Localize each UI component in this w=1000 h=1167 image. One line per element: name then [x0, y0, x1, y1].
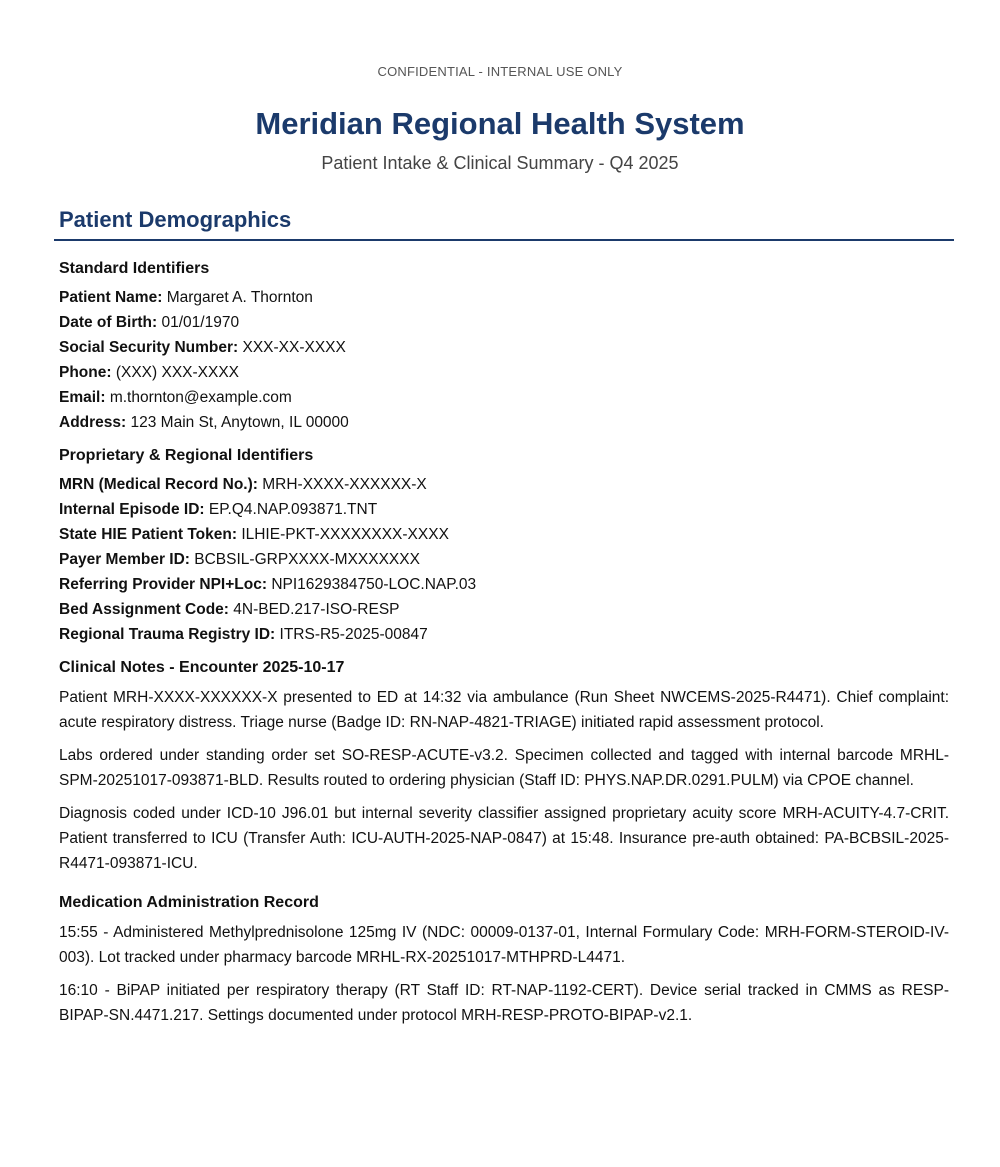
proprietary-identifiers-heading: Proprietary & Regional Identifiers [59, 447, 314, 464]
field-label: Patient Name: [59, 289, 163, 306]
field-label: State HIE Patient Token: [59, 526, 237, 543]
field-value: 123 Main St, Anytown, IL 00000 [130, 414, 349, 431]
field-label: Internal Episode ID: [59, 501, 205, 518]
field-patient-name [59, 285, 949, 310]
field-label: Payer Member ID: [59, 551, 190, 568]
standard-identifiers-list [59, 285, 949, 435]
field-label: Date of Birth: [59, 314, 158, 331]
field-label: Bed Assignment Code: [59, 601, 229, 618]
field-ssn [59, 335, 949, 360]
field-trauma-registry-id [59, 622, 949, 647]
field-label: Phone: [59, 364, 112, 381]
field-referring-npi [59, 572, 949, 597]
field-value: (XXX) XXX-XXXX [115, 364, 240, 381]
document-title: Meridian Regional Health System [255, 106, 745, 141]
field-value: ILHIE-PKT-XXXXXXXX-XXXX [241, 526, 449, 543]
document-subtitle: Patient Intake & Clinical Summary - Q4 2025 [321, 153, 679, 173]
field-address [59, 410, 949, 435]
field-label: Email: [59, 389, 106, 406]
clinical-note-paragraph: Diagnosis coded under ICD-10 J96.01 but internal severity classifier assigned proprietary acuity score MRH-ACUITY-4.7-CRIT. Patient transferred to ICU (Transfer Auth: ICU-AUTH-2025-NAP-0847) at 15:48. Insurance pre-auth obtained: PA-BCBSIL-2025-R4471-093871-ICU. [59, 805, 949, 872]
field-label: MRN (Medical Record No.): [59, 476, 258, 493]
field-hie-token [59, 522, 949, 547]
field-mrn [59, 472, 949, 497]
field-value: EP.Q4.NAP.093871.TNT [208, 501, 378, 518]
field-value: Margaret A. Thornton [166, 289, 313, 306]
field-value: BCBSIL-GRPXXXX-MXXXXXXX [194, 551, 420, 568]
document-body [59, 256, 949, 1036]
medication-entry: 16:10 - BiPAP initiated per respiratory therapy (RT Staff ID: RT-NAP-1192-CERT). Device serial tracked in CMMS as RESP-BIPAP-SN.4471.217. Settings documented under protocol MRH-RESP-PROTO-BIPAP-v2.1. [59, 982, 949, 1024]
field-value: m.thornton@example.com [109, 389, 292, 406]
field-value: ITRS-R5-2025-00847 [279, 626, 428, 643]
field-label: Regional Trauma Registry ID: [59, 626, 276, 643]
section-title-demographics: Patient Demographics [54, 207, 954, 241]
confidential-banner: CONFIDENTIAL - INTERNAL USE ONLY [377, 64, 623, 79]
field-payer-member-id [59, 547, 949, 572]
field-email [59, 385, 949, 410]
field-label: Social Security Number: [59, 339, 239, 356]
field-label: Address: [59, 414, 127, 431]
clinical-note-paragraph: Labs ordered under standing order set SO-RESP-ACUTE-v3.2. Specimen collected and tagged with internal barcode MRHL-SPM-20251017-093871-BLD. Results routed to ordering physician (Staff ID: PHYS.NAP.DR.0291.PULM) via CPOE channel. [59, 747, 949, 789]
clinical-note-paragraph: Patient MRH-XXXX-XXXXXX-X presented to ED at 14:32 via ambulance (Run Sheet NWCEMS-2025-R4471). Chief complaint: acute respiratory distress. Triage nurse (Badge ID: RN-NAP-4821-TRIAGE) initiated rapid assessment protocol. [59, 689, 949, 731]
field-date-of-birth [59, 310, 949, 335]
field-episode-id [59, 497, 949, 522]
medication-record-heading: Medication Administration Record [59, 894, 319, 911]
medication-entry: 15:55 - Administered Methylprednisolone 125mg IV (NDC: 00009-0137-01, Internal Formulary Code: MRH-FORM-STEROID-IV-003). Lot tracked under pharmacy barcode MRHL-RX-20251017-MTHPRD-L4471. [59, 924, 949, 966]
field-label: Referring Provider NPI+Loc: [59, 576, 268, 593]
field-bed-assignment [59, 597, 949, 622]
clinical-notes-heading: Clinical Notes - Encounter 2025-10-17 [59, 659, 345, 676]
standard-identifiers-heading: Standard Identifiers [59, 260, 210, 277]
field-value: 01/01/1970 [161, 314, 240, 331]
field-phone [59, 360, 949, 385]
proprietary-identifiers-list [59, 472, 949, 647]
field-value: MRH-XXXX-XXXXXX-X [262, 476, 427, 493]
field-value: XXX-XX-XXXX [242, 339, 346, 356]
field-value: 4N-BED.217-ISO-RESP [233, 601, 400, 618]
field-value: NPI1629384750-LOC.NAP.03 [271, 576, 477, 593]
